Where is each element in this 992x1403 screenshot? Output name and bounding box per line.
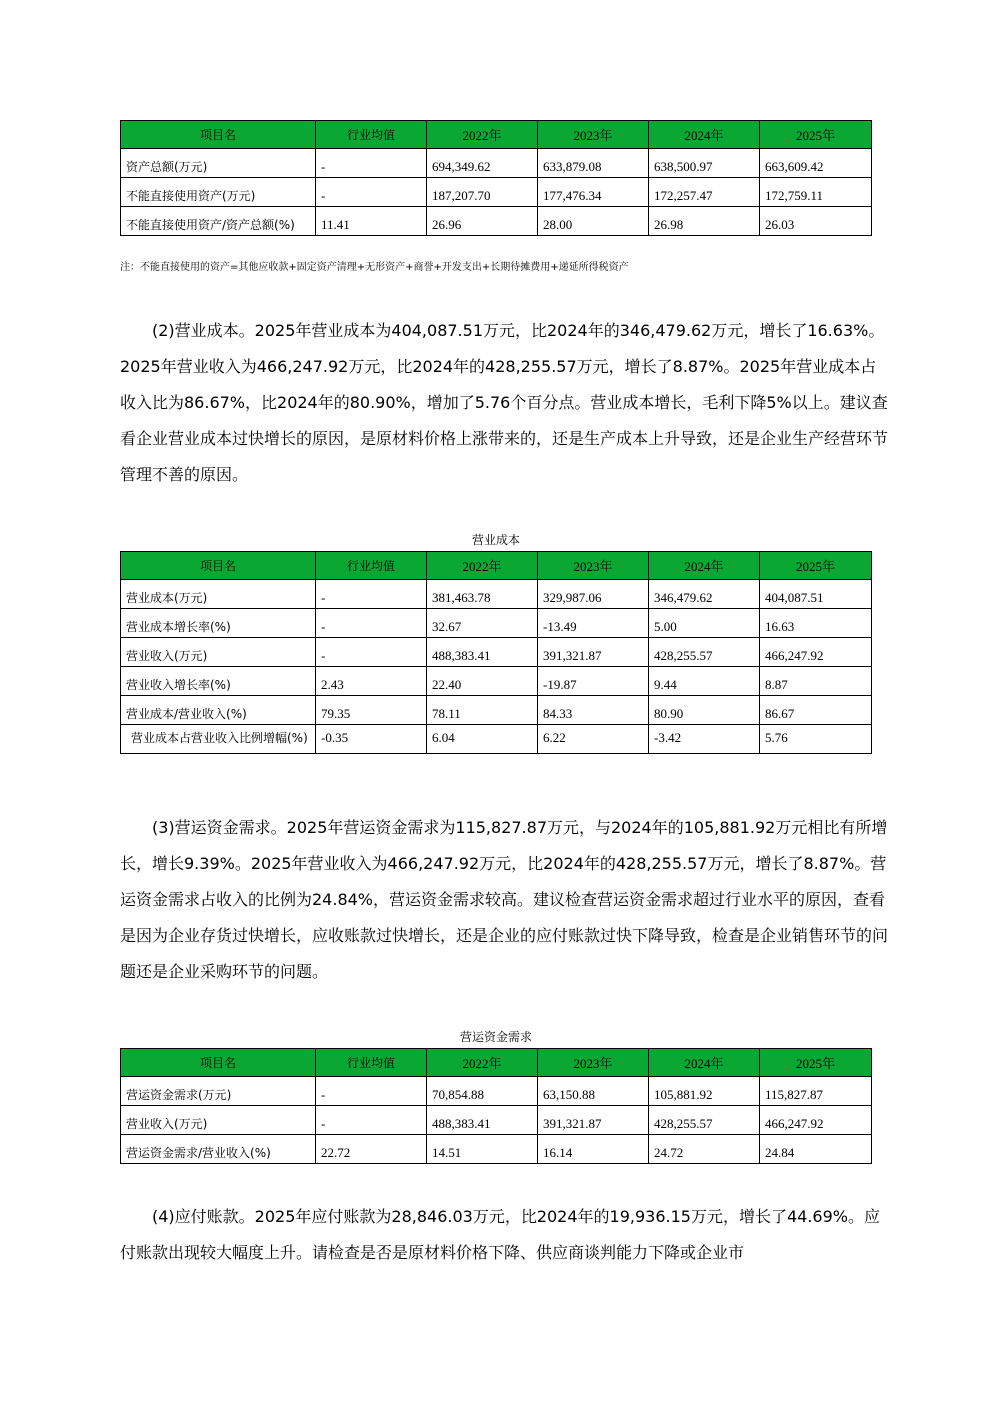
cell-value: 488,383.41 [427, 638, 538, 667]
cell-value: - [316, 580, 427, 609]
cell-value: 187,207.70 [427, 178, 538, 207]
row-label: 营运资金需求/营业收入(%) [121, 1135, 316, 1164]
row-label: 营业成本占营业收入比例增幅(%) [121, 725, 316, 754]
column-header: 行业均值 [316, 1049, 427, 1077]
cell-value: 32.67 [427, 609, 538, 638]
table-row [121, 667, 872, 696]
table-row [121, 149, 872, 178]
table-row [121, 638, 872, 667]
column-header: 2022年 [427, 121, 538, 149]
cell-value: -13.49 [538, 609, 649, 638]
row-label: 营业成本增长率(%) [121, 609, 316, 638]
cell-value: 6.22 [538, 725, 649, 754]
column-header: 2024年 [649, 1049, 760, 1077]
column-header: 2024年 [649, 552, 760, 580]
cell-value: 177,476.34 [538, 178, 649, 207]
cell-value: 346,479.62 [649, 580, 760, 609]
table-row [121, 1106, 872, 1135]
table-caption-working-capital: 营运资金需求 [459, 1030, 532, 1044]
cell-value: 5.00 [649, 609, 760, 638]
cell-value: 172,759.11 [760, 178, 872, 207]
table-row [121, 580, 872, 609]
cell-value: 63,150.88 [538, 1077, 649, 1106]
column-header: 行业均值 [316, 552, 427, 580]
row-label: 营业收入(万元) [121, 638, 316, 667]
cell-value: 6.04 [427, 725, 538, 754]
cell-value: 26.96 [427, 207, 538, 236]
cell-value: 14.51 [427, 1135, 538, 1164]
row-label: 营业收入(万元) [121, 1106, 316, 1135]
cell-value: - [316, 638, 427, 667]
cell-value: 638,500.97 [649, 149, 760, 178]
paragraph-operating-cost: (2)营业成本。2025年营业成本为404,087.51万元，比2024年的346,479.62万元，增长了16.63%。2025年营业收入为466,247.92万元，比2024年的428,255.57万元，增长了8.87%。2025年营业成本占收入比为86.67%，比2024年的80.90%，增加了5.76个百分点。营业成本增长，毛利下降5%以上。建议查看企业营业成本过快增长的原因，是原材料价格上涨带来的，还是生产成本上升导致，还是企业生产经营环节管理不善的原因。 [120, 321, 889, 484]
cell-value: 466,247.92 [760, 638, 872, 667]
table-header-row [121, 121, 872, 149]
table-caption-operating-cost: 营业成本 [471, 533, 520, 547]
cell-value: - [316, 609, 427, 638]
cell-value: 633,879.08 [538, 149, 649, 178]
column-header: 行业均值 [316, 121, 427, 149]
table-row [121, 609, 872, 638]
cell-value: 11.41 [316, 207, 427, 236]
column-header: 2025年 [760, 121, 872, 149]
table-row [121, 1077, 872, 1106]
cell-value: - [316, 149, 427, 178]
column-header: 项目名 [121, 1049, 316, 1077]
cell-value: -0.35 [316, 725, 427, 754]
cell-value: 115,827.87 [760, 1077, 872, 1106]
cell-value: 391,321.87 [538, 1106, 649, 1135]
cell-value: 24.72 [649, 1135, 760, 1164]
row-label: 营运资金需求(万元) [121, 1077, 316, 1106]
cell-value: 9.44 [649, 667, 760, 696]
table-header-row [121, 1049, 872, 1077]
column-header: 2023年 [538, 552, 649, 580]
table-row [121, 725, 872, 754]
operating-cost-table [120, 551, 872, 754]
table-row [121, 1135, 872, 1164]
column-header: 2022年 [427, 552, 538, 580]
cell-value: 22.72 [316, 1135, 427, 1164]
cell-value: - [316, 1106, 427, 1135]
table-row [121, 696, 872, 725]
cell-value: 466,247.92 [760, 1106, 872, 1135]
cell-value: 16.63 [760, 609, 872, 638]
cell-value: 8.87 [760, 667, 872, 696]
cell-value: 22.40 [427, 667, 538, 696]
cell-value: 381,463.78 [427, 580, 538, 609]
column-header: 2023年 [538, 1049, 649, 1077]
cell-value: 79.35 [316, 696, 427, 725]
asset-table [120, 120, 872, 236]
cell-value: 694,349.62 [427, 149, 538, 178]
cell-value: 428,255.57 [649, 1106, 760, 1135]
cell-value: -3.42 [649, 725, 760, 754]
column-header: 2024年 [649, 121, 760, 149]
cell-value: 24.84 [760, 1135, 872, 1164]
table-note: 注：不能直接使用的资产=其他应收款+固定资产清理+无形资产+商誉+开发支出+长期待摊费用+递延所得税资产 [120, 262, 629, 273]
cell-value: 404,087.51 [760, 580, 872, 609]
cell-value: -19.87 [538, 667, 649, 696]
row-label: 营业成本/营业收入(%) [121, 696, 316, 725]
cell-value: - [316, 178, 427, 207]
cell-value: 28.00 [538, 207, 649, 236]
cell-value: 16.14 [538, 1135, 649, 1164]
cell-value: 5.76 [760, 725, 872, 754]
cell-value: 172,257.47 [649, 178, 760, 207]
row-label: 营业收入增长率(%) [121, 667, 316, 696]
cell-value: 84.33 [538, 696, 649, 725]
column-header: 项目名 [121, 121, 316, 149]
cell-value: 26.98 [649, 207, 760, 236]
cell-value: 26.03 [760, 207, 872, 236]
column-header: 2022年 [427, 1049, 538, 1077]
row-label: 营业成本(万元) [121, 580, 316, 609]
cell-value: - [316, 1077, 427, 1106]
row-label: 资产总额(万元) [121, 149, 316, 178]
working-capital-table [120, 1048, 872, 1164]
cell-value: 428,255.57 [649, 638, 760, 667]
column-header: 2025年 [760, 552, 872, 580]
cell-value: 2.43 [316, 667, 427, 696]
cell-value: 78.11 [427, 696, 538, 725]
cell-value: 70,854.88 [427, 1077, 538, 1106]
table-row [121, 207, 872, 236]
cell-value: 80.90 [649, 696, 760, 725]
row-label: 不能直接使用资产(万元) [121, 178, 316, 207]
cell-value: 488,383.41 [427, 1106, 538, 1135]
cell-value: 391,321.87 [538, 638, 649, 667]
table-row [121, 178, 872, 207]
cell-value: 329,987.06 [538, 580, 649, 609]
paragraph-working-capital: (3)营运资金需求。2025年营运资金需求为115,827.87万元，与2024年的105,881.92万元相比有所增长，增长9.39%。2025年营业收入为466,247.92万元，比2024年的428,255.57万元，增长了8.87%。营运资金需求占收入的比例为24.84%，营运资金需求较高。建议检查营运资金需求超过行业水平的原因，查看是因为企业存货过快增长，应收账款过快增长，还是企业的应付账款过快下降导致，检查是企业销售环节的问题还是企业采购环节的问题。 [120, 818, 889, 981]
column-header: 2023年 [538, 121, 649, 149]
table-header-row [121, 552, 872, 580]
row-label: 不能直接使用资产/资产总额(%) [121, 207, 316, 236]
column-header: 项目名 [121, 552, 316, 580]
paragraph-accounts-payable: (4)应付账款。2025年应付账款为28,846.03万元，比2024年的19,936.15万元，增长了44.69%。应付账款出现较大幅度上升。请检查是否是原材料价格下降、供应商谈判能力下降或企业市 [120, 1207, 880, 1262]
cell-value: 105,881.92 [649, 1077, 760, 1106]
column-header: 2025年 [760, 1049, 872, 1077]
cell-value: 663,609.42 [760, 149, 872, 178]
cell-value: 86.67 [760, 696, 872, 725]
